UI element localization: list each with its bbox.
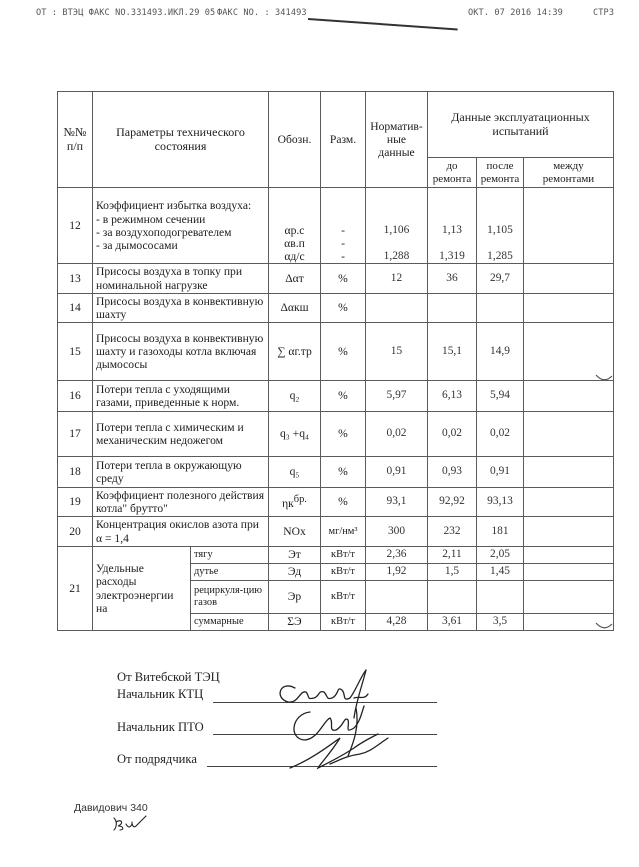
row-unit: % xyxy=(321,323,366,381)
row-symbol: q₅ xyxy=(269,457,321,488)
param-sub: суммарные xyxy=(191,614,269,631)
symbol: ηк xyxy=(282,496,294,510)
row-after: 14,9 xyxy=(477,323,524,381)
row-before: 36 xyxy=(428,264,477,294)
row-num: 19 xyxy=(58,488,93,517)
row-normative xyxy=(366,581,428,614)
row-num: 12 xyxy=(58,188,93,264)
row-num: 17 xyxy=(58,412,93,457)
row-unit: кВт/т xyxy=(321,547,366,564)
table-row xyxy=(58,294,614,323)
row-between xyxy=(524,517,614,547)
row-param: Удельные расходы электроэнергии на xyxy=(93,547,191,631)
row-after xyxy=(477,581,524,614)
row-symbol: q₃ +q₄ xyxy=(269,412,321,457)
signature-label-ktc: Начальник КТЦ xyxy=(117,687,204,701)
row-after: 181 xyxy=(477,517,524,547)
value: 1,105 xyxy=(487,224,513,236)
row-unit: % xyxy=(321,488,366,517)
table-row xyxy=(58,547,614,564)
param-sub: - за воздухоподогревателем xyxy=(96,225,232,239)
table-row xyxy=(58,412,614,457)
row-param: Потери тепла с химическим и механическим недожегом xyxy=(93,412,269,457)
row-normative: 15 xyxy=(366,323,428,381)
signature-org: От Витебской ТЭЦ xyxy=(117,670,220,684)
header-between: между ремонтами xyxy=(524,158,614,188)
fax-datetime: ОКТ. 07 2016 14:39 xyxy=(468,8,563,18)
table-row xyxy=(58,517,614,547)
handwritten-signature xyxy=(270,668,410,773)
symbol: αд/с xyxy=(284,250,305,263)
param-sub: - в режимном сечении xyxy=(96,212,206,226)
row-symbol xyxy=(269,188,321,264)
row-param xyxy=(93,188,269,264)
param-sub: дутье xyxy=(191,564,269,581)
row-num: 14 xyxy=(58,294,93,323)
row-between xyxy=(524,412,614,457)
row-param: Присосы воздуха в конвективную шахту и газоходы котла включая дымососы xyxy=(93,323,269,381)
row-before: 2,11 xyxy=(428,547,477,564)
header-unit: Разм. xyxy=(321,92,366,188)
row-unit: % xyxy=(321,412,366,457)
symbol: αв.п xyxy=(284,237,305,250)
row-param: Потери тепла с уходящими газами, приведенные к норм. xyxy=(93,381,269,412)
value: 1,285 xyxy=(487,250,513,262)
row-unit: кВт/т xyxy=(321,581,366,614)
row-param: Концентрация окислов азота при α = 1,4 xyxy=(93,517,269,547)
footer-initials-signature xyxy=(110,814,150,834)
header-normative: Норматив-ные данные xyxy=(366,92,428,188)
row-after: 0,91 xyxy=(477,457,524,488)
param-sub: - за дымососами xyxy=(96,238,178,252)
header-num: №№ п/п xyxy=(58,92,93,188)
row-symbol: Эд xyxy=(269,564,321,581)
row-symbol: NOx xyxy=(269,517,321,547)
margin-mark-icon xyxy=(594,372,614,384)
row-before: 0,02 xyxy=(428,412,477,457)
row-between xyxy=(524,547,614,564)
row-normative: 4,28 xyxy=(366,614,428,631)
row-unit xyxy=(321,188,366,264)
value: 1,13 xyxy=(442,224,462,236)
header-params: Параметры технического состояния xyxy=(93,92,269,188)
row-num: 15 xyxy=(58,323,93,381)
row-unit: % xyxy=(321,294,366,323)
margin-mark-icon xyxy=(594,620,614,632)
param-sub: рециркуля-цию газов xyxy=(191,581,269,614)
value xyxy=(480,237,520,250)
row-normative: 1,92 xyxy=(366,564,428,581)
table-row xyxy=(58,264,614,294)
row-normative xyxy=(366,294,428,323)
footer-name: Давидович 340 xyxy=(74,802,148,814)
signature-label-pto: Начальник ПТО xyxy=(117,720,204,734)
fax-page: СТР3 xyxy=(593,8,615,18)
row-unit: % xyxy=(321,457,366,488)
row-before xyxy=(428,294,477,323)
row-before: 3,61 xyxy=(428,614,477,631)
table-row xyxy=(58,457,614,488)
row-between xyxy=(524,488,614,517)
symbol-superscript: бр. xyxy=(293,493,307,505)
row-param: Коэффициент полезного действия котла" брутто" xyxy=(93,488,269,517)
row-before: 0,93 xyxy=(428,457,477,488)
table-row xyxy=(58,488,614,517)
row-symbol: ∑ αг.тр xyxy=(269,323,321,381)
row-after: 3,5 xyxy=(477,614,524,631)
table-row xyxy=(58,323,614,381)
row-before xyxy=(428,581,477,614)
row-after: 5,94 xyxy=(477,381,524,412)
row-normative xyxy=(366,188,428,264)
row-before: 92,92 xyxy=(428,488,477,517)
row-after: 0,02 xyxy=(477,412,524,457)
row-normative: 300 xyxy=(366,517,428,547)
row-unit: кВт/т xyxy=(321,564,366,581)
row-num: 16 xyxy=(58,381,93,412)
row-unit: кВт/т xyxy=(321,614,366,631)
row-symbol: q₂ xyxy=(269,381,321,412)
header-operational: Данные эксплуатационных испытаний xyxy=(428,92,614,158)
value xyxy=(431,237,473,250)
header-before: до ремонта xyxy=(428,158,477,188)
row-num: 13 xyxy=(58,264,93,294)
fax-sender: ОТ : ВТЭЦ ФАКС NO.331493.ИКЛ.29 05 xyxy=(36,8,216,18)
row-normative: 5,97 xyxy=(366,381,428,412)
technical-parameters-table xyxy=(57,91,614,631)
value xyxy=(369,237,424,250)
fax-number: ФАКС NO. : 341493 xyxy=(217,8,307,18)
row-unit: % xyxy=(321,264,366,294)
row-symbol xyxy=(269,488,321,517)
row-symbol: ΣЭ xyxy=(269,614,321,631)
row-between xyxy=(524,264,614,294)
row-normative: 2,36 xyxy=(366,547,428,564)
row-after: 93,13 xyxy=(477,488,524,517)
row-after: 1,45 xyxy=(477,564,524,581)
symbol: αр.с xyxy=(284,224,305,237)
header-after: после ремонта xyxy=(477,158,524,188)
row-before: 15,1 xyxy=(428,323,477,381)
row-between xyxy=(524,294,614,323)
unit: - xyxy=(341,224,345,237)
param-sub: тягу xyxy=(191,547,269,564)
row-between xyxy=(524,564,614,581)
row-before: 232 xyxy=(428,517,477,547)
row-num: 21 xyxy=(58,547,93,631)
row-between xyxy=(524,457,614,488)
row-param: Потери тепла в окружающую среду xyxy=(93,457,269,488)
row-after xyxy=(477,188,524,264)
row-symbol: Эр xyxy=(269,581,321,614)
row-after: 2,05 xyxy=(477,547,524,564)
row-num: 18 xyxy=(58,457,93,488)
row-before xyxy=(428,188,477,264)
row-normative: 0,91 xyxy=(366,457,428,488)
header-symbol: Обозн. xyxy=(269,92,321,188)
table-row xyxy=(58,381,614,412)
row-between xyxy=(524,581,614,614)
row-normative: 12 xyxy=(366,264,428,294)
row-after xyxy=(477,294,524,323)
row-param: Присосы воздуха в топку при номинальной нагрузке xyxy=(93,264,269,294)
row-unit: % xyxy=(321,381,366,412)
row-unit: мг/нм³ xyxy=(321,517,366,547)
row-normative: 93,1 xyxy=(366,488,428,517)
unit: - xyxy=(341,250,345,263)
row-normative: 0,02 xyxy=(366,412,428,457)
row-symbol: Δαкш xyxy=(269,294,321,323)
value: 1,288 xyxy=(383,250,410,262)
value: 1,106 xyxy=(383,224,410,236)
row-symbol: Эт xyxy=(269,547,321,564)
row-symbol: Δαт xyxy=(269,264,321,294)
row-between xyxy=(524,188,614,264)
value: 1,319 xyxy=(439,250,465,262)
row-after: 29,7 xyxy=(477,264,524,294)
row-param: Присосы воздуха в конвективную шахту xyxy=(93,294,269,323)
row-before: 6,13 xyxy=(428,381,477,412)
row-num: 20 xyxy=(58,517,93,547)
row-between xyxy=(524,381,614,412)
signature-label-contractor: От подрядчика xyxy=(117,752,197,766)
param-title: Коэффициент избытка воздуха: xyxy=(96,199,252,213)
table-row xyxy=(58,188,614,264)
row-before: 1,5 xyxy=(428,564,477,581)
unit: - xyxy=(341,237,345,250)
